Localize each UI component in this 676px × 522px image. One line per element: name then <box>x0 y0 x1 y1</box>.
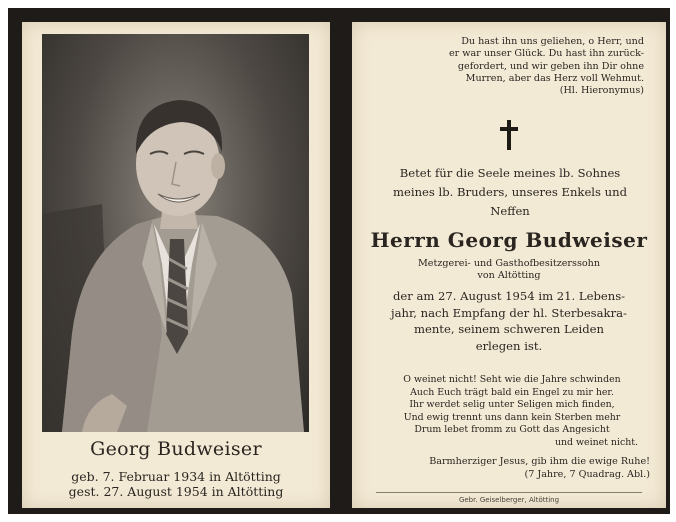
deceased-title: Herrn Georg Budweiser <box>370 228 648 252</box>
death-notice-line: erlegen ist. <box>475 338 543 353</box>
card-mount <box>8 8 670 514</box>
right-card <box>352 22 666 508</box>
poem-line: Drum lebet fromm zu Gott das Angesicht <box>414 424 610 436</box>
memorial-poem <box>374 374 650 450</box>
birth-date: geb. 7. Februar 1934 in Altötting <box>71 469 281 484</box>
prayer-line: Betet für die Seele meines lb. Sohnes <box>399 166 621 180</box>
death-notice <box>366 288 652 354</box>
poem-line: Auch Euch trägt bald ein Engel zu mir her. <box>410 386 614 398</box>
cross-icon <box>499 120 519 150</box>
poem-line: Und ewig trennt uns dann kein Sterben mehr <box>403 411 621 423</box>
life-dates <box>22 469 330 499</box>
hometown-line: von Altötting <box>477 270 541 281</box>
death-notice-line: jahr, nach Empfang der hl. Sterbesakra- <box>391 305 627 320</box>
death-notice-line: mente, seinem schweren Leiden <box>413 322 604 336</box>
hieronymus-quote <box>372 36 644 97</box>
prayer-request <box>368 164 652 221</box>
death-date: gest. 27. August 1954 in Altötting <box>68 484 284 499</box>
poem-line: O weinet nicht! Seht wie die Jahre schwinden <box>403 374 621 385</box>
prayer-line: Neffen <box>490 204 530 218</box>
closing-prayer-block <box>366 456 650 481</box>
divider <box>376 492 642 493</box>
quote-attribution: (Hl. Hieronymus) <box>559 85 644 97</box>
occupation-line: Metzgerei- und Gasthofbesitzerssohn <box>417 258 601 269</box>
quote-line: Du hast ihn uns geliehen, o Herr, und <box>461 36 644 47</box>
deceased-name-caption: Georg Budweiser <box>90 438 262 460</box>
left-card <box>22 22 330 508</box>
portrait-figure <box>42 34 309 432</box>
portrait-photo <box>42 34 309 432</box>
indulgence-note: (7 Jahre, 7 Quadrag. Abl.) <box>524 468 650 480</box>
quote-line: Murren, aber das Herz voll Wehmut. <box>465 72 644 84</box>
quote-line: gefordert, und wir geben ihn Dir ohne <box>457 60 644 72</box>
occupation <box>352 258 666 282</box>
prayer-line: meines lb. Bruders, unseres Enkels und <box>393 185 627 199</box>
death-notice-line: der am 27. August 1954 im 21. Lebens- <box>392 289 626 303</box>
poem-line: und weinet nicht. <box>554 436 638 448</box>
printer-credit: Gebr. Geiselberger, Altötting <box>458 496 560 504</box>
closing-prayer: Barmherziger Jesus, gib ihm die ewige Ruhe! <box>429 456 650 467</box>
poem-line: Ihr werdet selig unter Seligen mich finden, <box>409 399 615 411</box>
quote-line: er war unser Glück. Du hast ihn zurück- <box>448 48 644 60</box>
